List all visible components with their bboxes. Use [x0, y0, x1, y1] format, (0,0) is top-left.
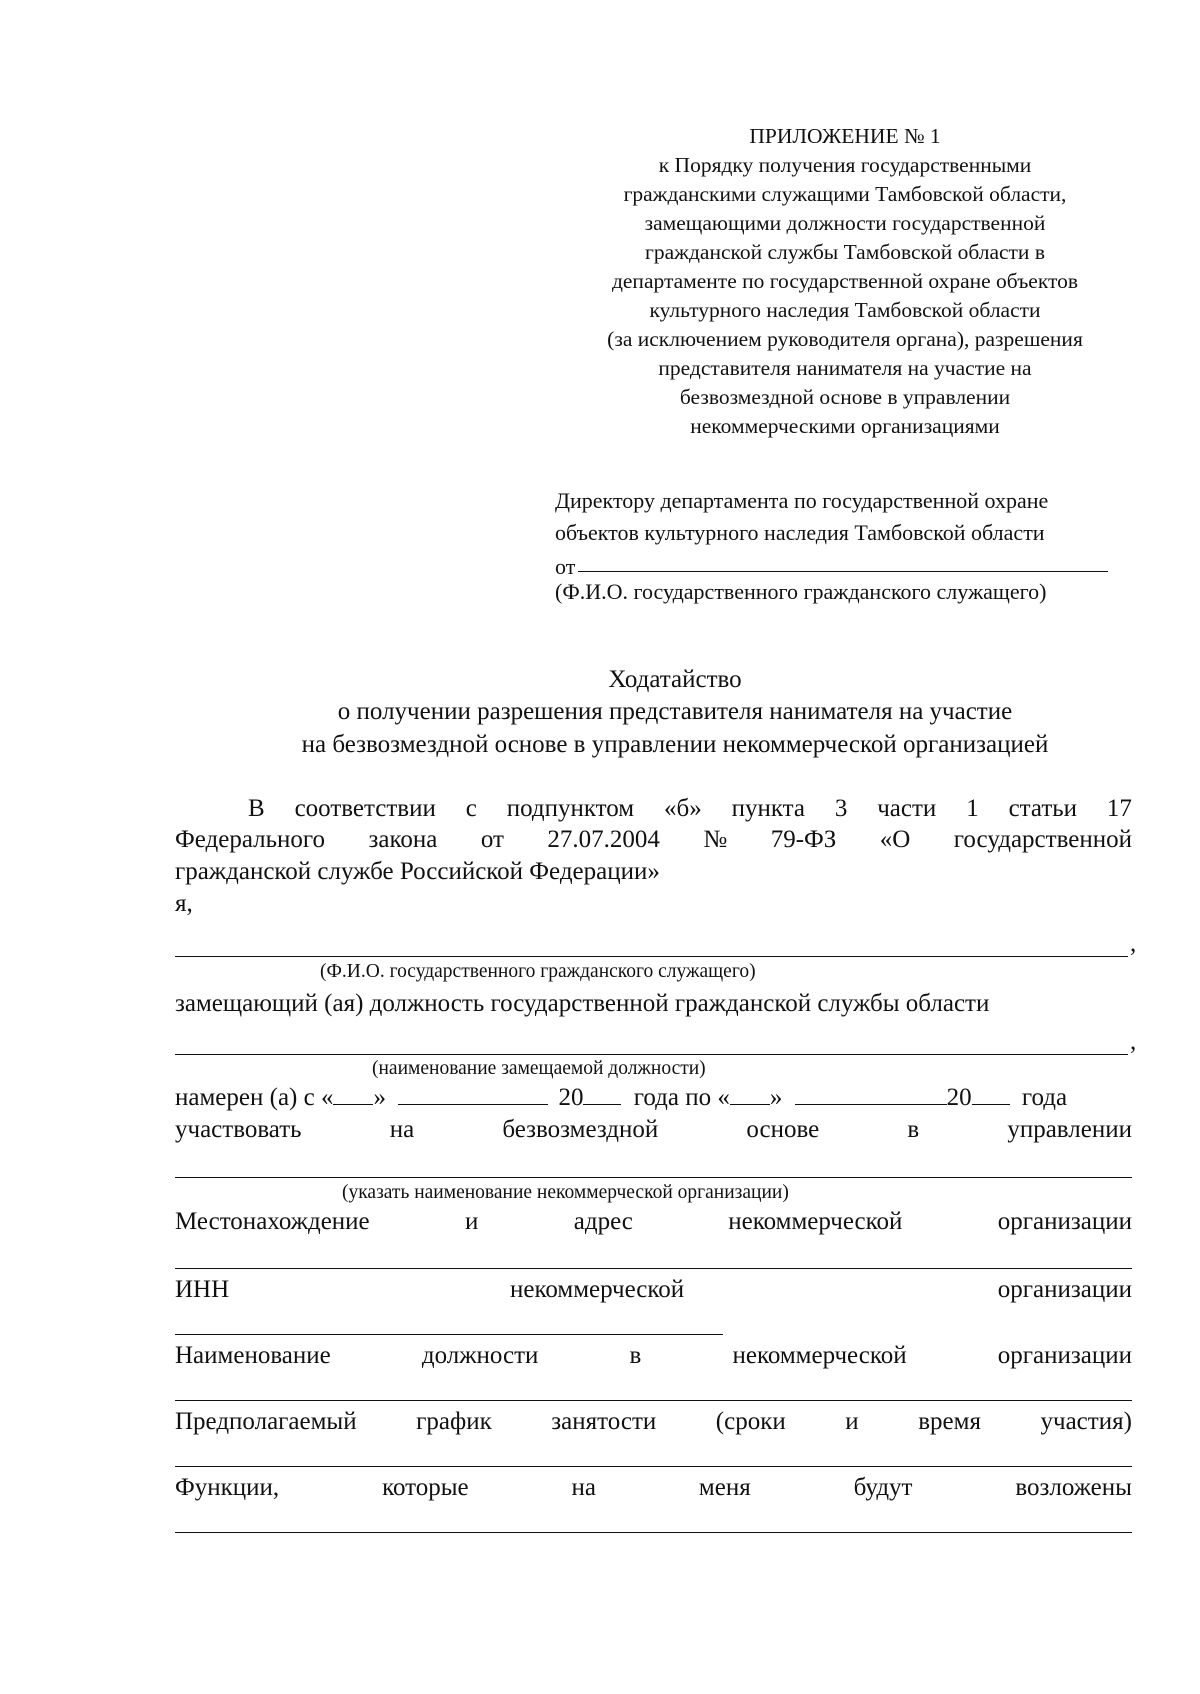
intro-word: 1 — [966, 795, 979, 822]
org-name-blank-line — [175, 1177, 1132, 1178]
quote-close-2: » — [769, 1084, 783, 1111]
location-word: адрес — [573, 1208, 633, 1235]
quote-close: » — [373, 1084, 386, 1111]
addressee-fio-line — [578, 571, 1108, 572]
intend-prefix: намерен (а) с « — [175, 1084, 334, 1111]
inn-word: некоммерческой — [510, 1276, 685, 1303]
schedule-word: время — [918, 1408, 981, 1435]
intro-line-4: я, — [175, 890, 193, 917]
position-caption: (наименование замещаемой должности) — [372, 1058, 706, 1079]
schedule-line — [175, 1408, 1132, 1436]
end-year-prefix: 20 — [946, 1084, 972, 1111]
functions-line — [175, 1474, 1132, 1502]
document-title: Ходатайство — [608, 666, 742, 693]
schedule-word: (сроки — [715, 1408, 786, 1435]
intro-word: от — [480, 826, 504, 853]
position-name-line — [175, 1342, 1132, 1370]
position-name-word: некоммерческой — [732, 1342, 907, 1369]
schedule-word: график — [416, 1408, 492, 1435]
position-name-word: должности — [421, 1342, 539, 1369]
end-year-blank — [972, 1084, 1010, 1105]
position-name-blank-line — [175, 1400, 1132, 1401]
intend-line — [175, 1084, 1067, 1112]
schedule-word: и — [845, 1408, 859, 1435]
participate-word: управлении — [1007, 1116, 1132, 1143]
participate-word: в — [907, 1116, 920, 1143]
intro-word: В — [248, 795, 265, 822]
functions-blank-line — [175, 1532, 1132, 1533]
annex-line: замещающими должности государственной — [644, 211, 1046, 235]
location-word: и — [465, 1208, 479, 1235]
document-subtitle-line-2: на безвозмездной основе в управлении некоммерческой организацией — [301, 731, 1049, 758]
participate-line — [175, 1116, 1132, 1144]
document-subtitle-line-1: о получении разрешения представителя нанимателя на участие — [337, 698, 1013, 725]
addressee-from-label: от — [555, 554, 576, 579]
annex-line: безвозмездной основе в управлении — [679, 385, 1011, 409]
org-caption: (указать наименование некоммерческой организации) — [342, 1182, 789, 1203]
position-name-word: Наименование — [175, 1342, 331, 1369]
position-label: замещающий (ая) должность государственной гражданской службы области — [175, 990, 990, 1017]
intend-middle: года по « — [633, 1084, 730, 1111]
location-word: некоммерческой — [728, 1208, 903, 1235]
participate-word: основе — [746, 1116, 820, 1143]
position-name-word: организации — [997, 1342, 1132, 1369]
intro-word: с — [465, 795, 477, 822]
end-month-blank — [795, 1084, 947, 1105]
intend-suffix: года — [1021, 1084, 1068, 1111]
annex-header — [560, 122, 1130, 441]
start-year-prefix: 20 — [558, 1084, 584, 1111]
annex-line: гражданской службы Тамбовской области в — [645, 240, 1045, 264]
participate-word: участвовать — [175, 1116, 302, 1143]
start-year-blank — [583, 1084, 621, 1105]
annex-line: к Порядку получения государственными — [658, 153, 1032, 177]
schedule-word: Предполагаемый — [175, 1408, 357, 1435]
functions-word: меня — [698, 1474, 751, 1501]
intro-word: подпунктом — [506, 795, 635, 822]
intro-line-3: гражданской службе Российской Федерации» — [175, 858, 660, 885]
fio-blank-line — [175, 956, 1128, 957]
fio-comma: , — [1130, 930, 1137, 957]
intro-word: соответствии — [294, 795, 436, 822]
annex-line: представителя нанимателя на участие на — [658, 356, 1032, 380]
annex-line: департаменте по государственной охране объектов — [611, 269, 1079, 293]
inn-label: ИНН — [175, 1276, 230, 1303]
schedule-word: участия) — [1040, 1408, 1132, 1435]
addressee-line-2: объектов культурного наследия Тамбовской области — [555, 520, 1045, 545]
annex-line: ПРИЛОЖЕНИЕ № 1 — [749, 124, 941, 148]
participate-word: на — [389, 1116, 415, 1143]
inn-word: организации — [997, 1276, 1132, 1303]
annex-line: (за исключением руководителя органа), разрешения — [607, 327, 1083, 351]
intro-word: пункта — [731, 795, 805, 822]
functions-word: Функции, — [175, 1474, 280, 1501]
location-word: организации — [997, 1208, 1132, 1235]
addressee-fio-caption: (Ф.И.О. государственного гражданского служащего) — [555, 579, 1047, 604]
position-comma: , — [1130, 1028, 1137, 1055]
intro-word: 79-ФЗ — [770, 826, 837, 853]
intro-word: 27.07.2004 — [547, 826, 660, 853]
intro-word: 17 — [1106, 795, 1132, 822]
intro-word: «б» — [663, 795, 702, 822]
functions-word: на — [571, 1474, 597, 1501]
intro-word: № — [703, 826, 728, 853]
end-day-blank — [730, 1084, 770, 1105]
annex-line: гражданскими служащими Тамбовской области, — [623, 182, 1067, 206]
functions-word: будут — [853, 1474, 913, 1501]
annex-line: культурного наследия Тамбовской области — [649, 298, 1041, 322]
position-name-word: в — [629, 1342, 642, 1369]
intro-word: 3 — [834, 795, 848, 822]
schedule-blank-line — [175, 1466, 1132, 1467]
intro-word: государственной — [953, 826, 1132, 853]
functions-word: возложены — [1015, 1474, 1132, 1501]
intro-word: «О — [879, 826, 911, 853]
intro-line-1 — [248, 795, 1132, 823]
start-month-blank — [398, 1084, 548, 1105]
intro-word: закона — [368, 826, 438, 853]
annex-line: некоммерческими организациями — [690, 414, 1000, 438]
intro-word: Федерального — [175, 826, 326, 853]
intro-word: части — [877, 795, 937, 822]
location-blank-line — [175, 1268, 1132, 1269]
schedule-word: занятости — [551, 1408, 657, 1435]
position-blank-line — [175, 1054, 1128, 1055]
intro-line-2 — [175, 826, 1132, 854]
start-day-blank — [333, 1084, 373, 1105]
fio-caption: (Ф.И.О. государственного гражданского служащего) — [320, 961, 756, 982]
participate-word: безвозмездной — [502, 1116, 659, 1143]
location-line — [175, 1208, 1132, 1236]
addressee-line-1: Директору департамента по государственной охране — [555, 488, 1049, 513]
intro-word: статьи — [1008, 795, 1078, 822]
inn-blank-line — [175, 1334, 723, 1335]
functions-word: которые — [382, 1474, 469, 1501]
location-word: Местонахождение — [175, 1208, 370, 1235]
